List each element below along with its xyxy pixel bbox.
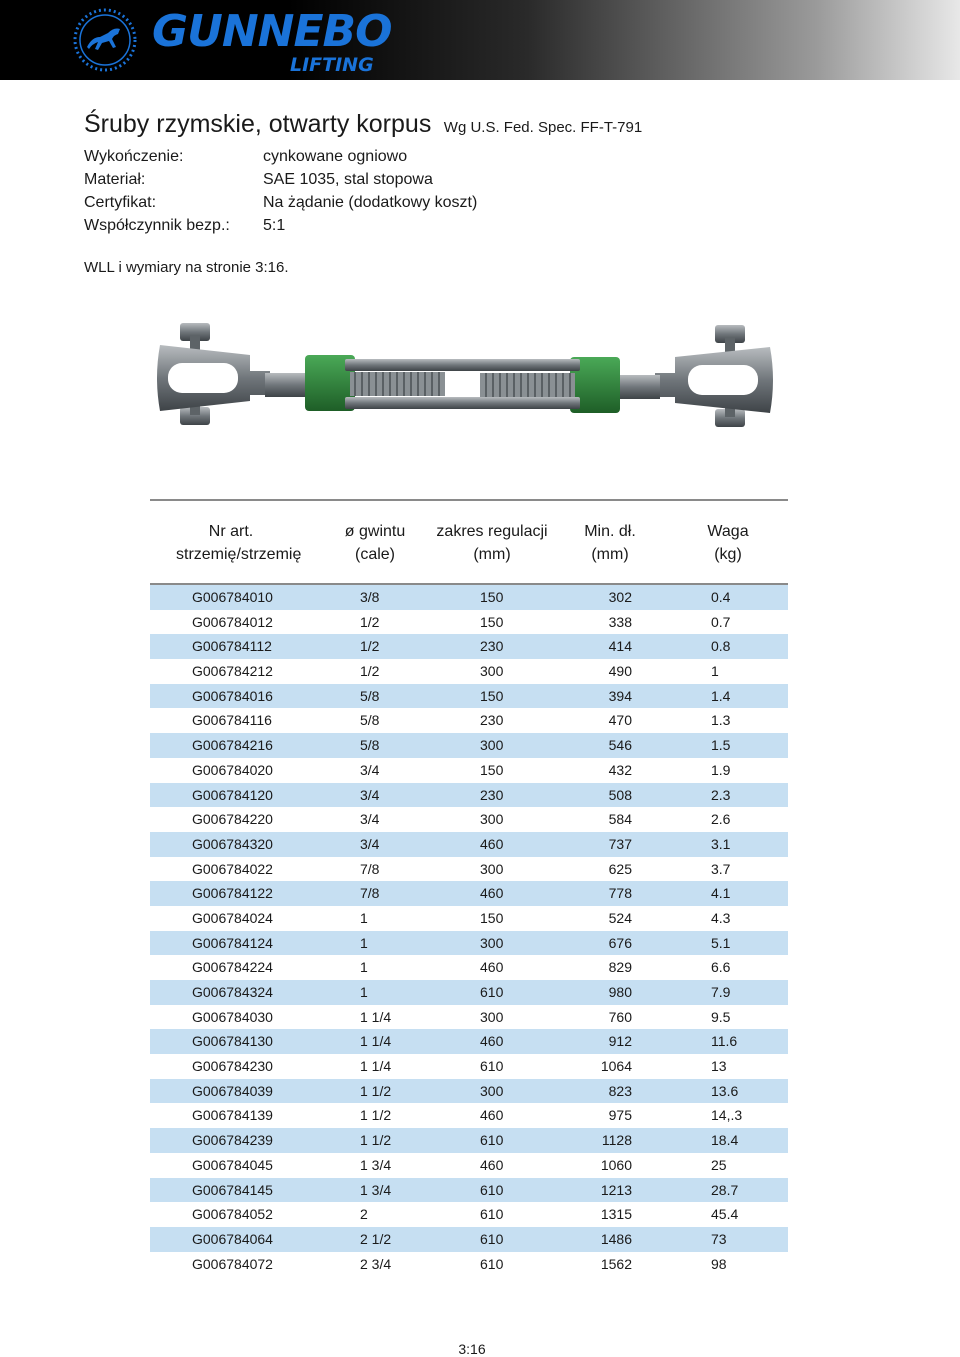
table-cell: 1064 [600, 1058, 632, 1075]
column-header-unit: strzemię/strzemię [176, 546, 302, 563]
table-cell: 1 [360, 934, 368, 951]
table-cell: 230 [480, 786, 504, 803]
table-cell: 150 [480, 589, 504, 605]
table-cell: 2 1/2 [360, 1230, 392, 1247]
property-certificate [84, 191, 584, 214]
column-header-line: Min. dł. [584, 523, 636, 540]
table-cell: G006784116 [192, 712, 272, 729]
page-title: Śruby rzymskie, otwarty korpus [84, 110, 432, 138]
table-cell: 150 [480, 909, 504, 926]
table-cell: 9.5 [711, 1008, 731, 1025]
table-cell: 610 [480, 1058, 504, 1075]
table-cell: 610 [480, 1132, 504, 1149]
column-header-line: Waga [707, 523, 749, 540]
table-cell: 25 [711, 1156, 727, 1173]
column-header-line: zakres regulacji [436, 523, 548, 540]
table-cell: 610 [480, 1181, 504, 1198]
table-cell: 1 1/4 [360, 1008, 392, 1025]
table-cell: 1 1/2 [360, 1132, 392, 1149]
table-cell: 1.4 [711, 687, 731, 704]
table-cell: 5/8 [360, 687, 380, 704]
table-row [150, 857, 788, 882]
property-value: Na żądanie (dodatkowy koszt) [263, 194, 478, 211]
table-cell: 1 3/4 [360, 1156, 392, 1173]
column-header-unit: (mm) [591, 546, 629, 563]
table-cell: G006784239 [192, 1132, 273, 1149]
table-cell: 14,.3 [711, 1107, 743, 1124]
table-cell: G006784072 [192, 1255, 273, 1272]
table-cell: 1128 [601, 1132, 632, 1149]
table-cell: 5.1 [711, 934, 731, 951]
table-cell: 230 [480, 712, 504, 729]
table-cell: 11.6 [711, 1033, 738, 1050]
table-cell: 1060 [600, 1156, 632, 1173]
table-cell: 2.3 [711, 786, 731, 803]
table-cell: G006784130 [192, 1033, 273, 1050]
turnbuckle-jaw-jaw-photo [150, 315, 780, 445]
table-cell: 300 [480, 811, 504, 828]
table-row [150, 980, 788, 1005]
table-cell: 7/8 [360, 860, 380, 877]
table-row [150, 684, 788, 709]
table-cell: 1 1/4 [360, 1033, 392, 1050]
table-row [150, 659, 788, 684]
table-cell: 4.3 [711, 909, 731, 926]
table-cell: G006784224 [192, 959, 273, 976]
column-header-line: ø gwintu [344, 523, 406, 540]
table-cell: 1 [711, 663, 719, 680]
table-cell: 6.6 [711, 959, 731, 976]
table-cell: 490 [608, 663, 632, 680]
table-cell: 1486 [600, 1230, 632, 1247]
property-label: Współczynnik bezp.: [84, 217, 230, 234]
table-cell: 460 [480, 1107, 504, 1124]
table-cell: G006784112 [192, 638, 272, 655]
table-cell: G006784024 [192, 909, 273, 926]
table-cell: G006784016 [192, 687, 273, 704]
table-cell: 1/2 [360, 663, 380, 680]
table-cell: 829 [608, 959, 632, 976]
table-cell: 1/2 [360, 613, 380, 630]
table-row [150, 1227, 788, 1252]
column-header-unit: (mm) [473, 546, 511, 563]
table-cell: 300 [480, 1082, 504, 1099]
table-cell: G006784220 [192, 811, 273, 828]
table-cell: 3/4 [360, 811, 380, 828]
table-cell: 610 [480, 984, 504, 1000]
table-cell: 1.9 [711, 761, 731, 778]
table-cell: G006784020 [192, 761, 273, 778]
table-cell: 1 1/4 [360, 1058, 392, 1075]
table-row [150, 610, 788, 635]
table-row [150, 1005, 788, 1030]
table-cell: 302 [608, 589, 632, 605]
table-cell: 2 [360, 1206, 368, 1223]
table-cell: 460 [480, 1033, 504, 1050]
table-cell: 45.4 [711, 1206, 739, 1223]
table-cell: G006784010 [192, 589, 273, 605]
property-material [84, 168, 584, 191]
table-cell: 460 [480, 959, 504, 976]
table-cell: G006784039 [192, 1082, 273, 1099]
table-cell: 230 [480, 638, 504, 655]
table-row [150, 1128, 788, 1153]
table-cell: 1 3/4 [360, 1181, 392, 1198]
table-cell: G006784064 [192, 1230, 273, 1247]
spec-reference: Wg U.S. Fed. Spec. FF-T-791 [443, 119, 643, 136]
table-cell: G006784124 [192, 934, 273, 951]
product-table [150, 585, 788, 1276]
table-row [150, 1103, 788, 1128]
table-cell: 760 [608, 1008, 632, 1025]
property-safety-factor [84, 214, 584, 237]
wll-note: WLL i wymiary na stronie 3:16. [84, 259, 289, 276]
table-row [150, 931, 788, 956]
table-cell: 546 [608, 737, 632, 754]
table-cell: 150 [480, 613, 504, 630]
property-value: SAE 1035, stal stopowa [263, 171, 433, 188]
table-cell: 524 [608, 909, 632, 926]
column-header-unit: (cale) [354, 546, 395, 563]
table-cell: 676 [608, 934, 632, 951]
table-cell: 338 [608, 613, 632, 630]
table-cell: G006784052 [192, 1206, 273, 1223]
table-cell: 0.7 [711, 613, 731, 630]
property-value: cynkowane ogniowo [263, 148, 408, 165]
property-value: 5:1 [263, 217, 286, 234]
brand-subtitle: LIFTING [290, 54, 374, 76]
table-cell: 584 [608, 811, 632, 828]
table-cell: 3/4 [360, 786, 380, 803]
table-cell: 18.4 [711, 1132, 739, 1149]
table-cell: 300 [480, 1008, 504, 1025]
table-cell: 414 [608, 638, 632, 655]
table-cell: G006784012 [192, 613, 273, 630]
table-cell: G006784320 [192, 835, 273, 852]
table-cell: 610 [480, 1206, 504, 1223]
table-cell: 2 3/4 [360, 1255, 392, 1272]
table-cell: 7.9 [711, 984, 731, 1000]
table-cell: 3.7 [711, 860, 731, 877]
table-cell: 737 [608, 835, 632, 852]
table-cell: 2.6 [711, 811, 731, 828]
table-row [150, 1178, 788, 1203]
property-label: Certyfikat: [84, 194, 157, 211]
table-cell: G006784122 [192, 885, 273, 902]
table-row [150, 708, 788, 733]
table-cell: 394 [608, 687, 632, 704]
column-header-min-length [570, 522, 650, 565]
table-cell: 912 [608, 1033, 632, 1050]
table-row [150, 758, 788, 783]
table-cell: 0.4 [711, 589, 731, 605]
table-row [150, 832, 788, 857]
table-cell: G006784139 [192, 1107, 273, 1124]
table-row [150, 634, 788, 659]
property-label: Materiał: [84, 171, 146, 188]
table-cell: 5/8 [360, 712, 380, 729]
table-cell: 1 [360, 984, 368, 1000]
table-row [150, 1054, 788, 1079]
column-header-article [176, 522, 302, 565]
brand-name: GUNNEBO [152, 6, 392, 57]
table-row [150, 733, 788, 758]
column-header-adjustment [432, 522, 552, 565]
table-cell: G006784045 [192, 1156, 273, 1173]
table-cell: 1 1/2 [360, 1082, 392, 1099]
table-row [150, 783, 788, 808]
table-cell: 432 [608, 761, 632, 778]
table-cell: 7/8 [360, 885, 380, 902]
table-cell: 3/4 [360, 761, 380, 778]
table-cell: 300 [480, 860, 504, 877]
page-number: 3:16 [458, 1341, 486, 1357]
table-cell: 1213 [600, 1181, 632, 1198]
table-cell: 98 [711, 1255, 727, 1272]
table-cell: 0.8 [711, 638, 731, 655]
table-cell: 13.6 [711, 1082, 739, 1099]
table-cell: 470 [608, 712, 632, 729]
product-heading [84, 110, 642, 139]
table-row [150, 1029, 788, 1054]
table-cell: G006784324 [192, 984, 273, 1000]
table-cell: 150 [480, 761, 504, 778]
table-cell: G006784212 [192, 663, 273, 680]
table-cell: 13 [711, 1058, 727, 1075]
table-cell: 975 [608, 1107, 632, 1124]
table-cell: 3.1 [711, 835, 731, 852]
table-cell: 980 [608, 984, 632, 1000]
property-finish [84, 145, 584, 168]
table-cell: 823 [608, 1082, 632, 1099]
table-cell: G006784216 [192, 737, 273, 754]
column-header-weight [690, 522, 766, 565]
table-cell: 300 [480, 737, 504, 754]
table-cell: 1.3 [711, 712, 731, 729]
table-cell: 5/8 [360, 737, 380, 754]
table-cell: 150 [480, 687, 504, 704]
table-cell: G006784120 [192, 786, 273, 803]
table-row [150, 906, 788, 931]
table-cell: 460 [480, 835, 504, 852]
table-cell: G006784022 [192, 860, 273, 877]
table-cell: 1 [360, 959, 368, 976]
column-header-line: Nr art. [208, 523, 254, 540]
table-cell: 1.5 [711, 737, 731, 754]
table-row [150, 807, 788, 832]
table-cell: 1 1/2 [360, 1107, 392, 1124]
table-cell: 460 [480, 1156, 504, 1173]
table-cell: 610 [480, 1230, 504, 1247]
table-cell: 28.7 [711, 1181, 739, 1198]
table-cell: 1315 [600, 1206, 632, 1223]
table-cell: 1562 [600, 1255, 632, 1272]
table-row [150, 1252, 788, 1277]
table-row [150, 955, 788, 980]
table-top-rule [150, 499, 788, 501]
table-cell: 610 [480, 1255, 504, 1272]
table-row [150, 1153, 788, 1178]
table-cell: G006784030 [192, 1008, 273, 1025]
table-cell: 300 [480, 663, 504, 680]
table-row [150, 585, 788, 610]
table-row [150, 1079, 788, 1104]
table-cell: 3/8 [360, 589, 380, 605]
table-cell: 73 [711, 1230, 727, 1247]
property-label: Wykończenie: [84, 148, 184, 165]
table-cell: 4.1 [711, 885, 731, 902]
table-cell: 508 [608, 786, 632, 803]
table-cell: G006784230 [192, 1058, 273, 1075]
table-cell: G006784145 [192, 1181, 273, 1198]
table-row [150, 1202, 788, 1227]
table-cell: 300 [480, 934, 504, 951]
page-header [0, 0, 960, 80]
table-cell: 460 [480, 885, 504, 902]
table-cell: 1 [360, 909, 368, 926]
column-header-thread [330, 522, 420, 565]
horse-wheel-logo-icon [72, 7, 138, 73]
table-cell: 3/4 [360, 835, 380, 852]
table-row [150, 881, 788, 906]
table-cell: 1/2 [360, 638, 380, 655]
table-cell: 778 [608, 885, 632, 902]
table-cell: 625 [608, 860, 632, 877]
column-header-unit: (kg) [714, 546, 742, 563]
